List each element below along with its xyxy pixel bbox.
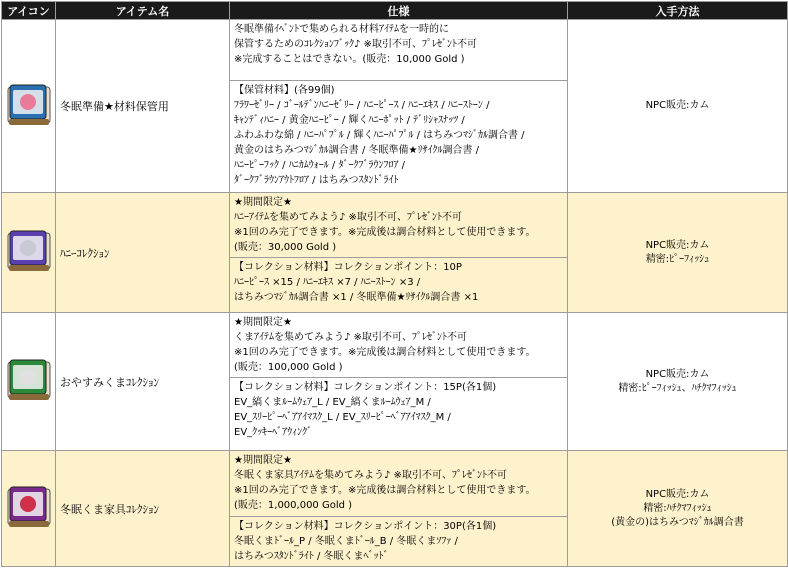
spec-line: 冬眠準備ｲﾍﾞﾝﾄで集められる材料ｱｲﾃﾑを一時的に [234,24,449,35]
spec-line: ※完成することはできない。(販売：10,000 Gold ) [234,54,465,65]
rose-storage-book-icon [5,81,53,129]
material-line: 【コレクション材料】コレクションポイント：15P(各1個) [234,382,497,393]
material-line: ﾀﾞｰｸﾌﾞﾗｳﾝｱｳﾄﾌﾛｱ / はちみつｽﾀﾝﾄﾞﾗｲﾄ [234,175,399,186]
spec-line: (販売：100,000 Gold ) [234,362,343,373]
header-spec: 仕様 [230,2,568,20]
material-line: ﾌﾗﾜｰｾﾞﾘｰ / ｺﾞｰﾙﾃﾞﾝﾊﾆｰｾﾞﾘｰ / ﾊﾆｰﾋﾟｰｽ / ﾊﾆｰｴｷｽ / ﾊﾆｰｽﾄｰﾝ / [234,100,490,111]
acquisition-method [568,20,788,193]
acquisition-method [568,193,788,313]
material-line: ふわふわな綿 / ﾊﾆｰﾊﾟﾌﾟﾙ / 輝くﾊﾆｰﾊﾟﾌﾟﾙ / はちみつﾏｼﾞｶﾙ調合書 / [234,130,525,141]
spec-materials [230,258,568,313]
item-name: 冬眠準備★材料保管用 [56,20,230,193]
material-line: 黄金のはちみつﾏｼﾞｶﾙ調合書 / 冬眠準備★ﾘｻｲｸﾙ調合書 / [234,145,480,156]
acquisition-line: NPC販売:カム [645,100,710,111]
honey-rings-book-icon [5,227,53,275]
acquisition-line: 精密:ﾋﾟｰﾌｨｯｼｭ [645,253,710,265]
material-line: ﾊﾆｰﾋﾟｰﾌｯｸ / ﾊﾆｶﾑｳｫｰﾙ / ﾀﾞｰｸﾌﾞﾗｳﾝﾌﾛｱ / [234,160,406,171]
acquisition-line: NPC販売:カム [645,488,710,500]
table-row [2,451,788,517]
spec-line: くまｱｲﾃﾑを集めてみよう♪ ※取引不可、ﾌﾟﾚｾﾞﾝﾄ不可 [234,332,467,343]
spec-line: ﾊﾆｰｱｲﾃﾑを集めてみよう♪ ※取引不可、ﾌﾟﾚｾﾞﾝﾄ不可 [234,212,462,223]
item-name: ﾊﾆｰｺﾚｸｼｮﾝ [56,193,230,313]
material-line: 【コレクション材料】コレクションポイント：10P [234,262,462,273]
spec-line: ※1回のみ完了できます。※完成後は調合材料として使用できます。 [234,485,536,496]
item-icon-cell [2,451,56,567]
spec-materials [230,378,568,451]
acquisition-line: NPC販売:カム [645,368,710,380]
table-row [2,20,788,81]
acquisition-line: 精密:ﾋﾟｰﾌｨｯｼｭ、ﾊﾁｸﾏﾌｨｯｼｭ [618,382,737,394]
spec-description [230,20,568,81]
spec-description [230,313,568,378]
acquisition-method [568,451,788,567]
item-name: おやすみくまｺﾚｸｼｮﾝ [56,313,230,451]
bear-figure-book-icon [5,356,53,404]
spec-line: ★期間限定★ [234,197,292,208]
table-row [2,313,788,378]
spec-line: (販売：1,000,000 Gold ) [234,500,353,511]
material-line: はちみつﾏｼﾞｶﾙ調合書 ×1 / 冬眠準備★ﾘｻｲｸﾙ調合書 ×1 [234,292,479,303]
header-item-name: アイテム名 [56,2,230,20]
item-name: 冬眠くま家具ｺﾚｸｼｮﾝ [56,451,230,567]
material-line: 【コレクション材料】コレクションポイント：30P(各1個) [234,521,497,532]
acquisition-line: 精密:ﾊﾁｸﾏﾌｨｯｼｭ [643,502,712,514]
spec-line: 冬眠くま家具ｱｲﾃﾑを集めてみよう♪ ※取引不可、ﾌﾟﾚｾﾞﾝﾄ不可 [234,470,507,481]
material-line: 【保管材料】(各99個) [234,85,335,96]
spec-description [230,193,568,258]
spec-line: (販売：30,000 Gold ) [234,242,337,253]
spec-line: ※1回のみ完了できます。※完成後は調合材料として使用できます。 [234,227,536,238]
material-line: 冬眠くまﾄﾞｰﾙ_P / 冬眠くまﾄﾞｰﾙ_B / 冬眠くまｿﾌｧ / [234,536,458,547]
material-line: ﾊﾆｰﾋﾟｰｽ ×15 / ﾊﾆｰｴｷｽ ×7 / ﾊﾆｰｽﾄｰﾝ ×3 / [234,277,421,288]
material-line: EV_ｽﾘｰﾋﾟｰﾍﾞｱｱｲﾏｽｸ_L / EV_ｽﾘｰﾋﾟｰﾍﾞｱｱｲﾏｽｸ_M / [234,412,451,423]
header-acquisition: 入手方法 [568,2,788,20]
table-row [2,193,788,258]
spec-line: ★期間限定★ [234,317,292,328]
material-line: はちみつｽﾀﾝﾄﾞﾗｲﾄ / 冬眠くまﾍﾞｯﾄﾞ [234,551,389,562]
item-icon-cell [2,193,56,313]
spec-description [230,451,568,517]
bear-furniture-book-icon [5,483,53,531]
spec-line: ★期間限定★ [234,455,292,466]
spec-line: 保管するためのｺﾚｸｼｮﾝﾌﾞｯｸ♪ ※取引不可、ﾌﾟﾚｾﾞﾝﾄ不可 [234,39,477,50]
header-icon: アイコン [2,2,56,20]
acquisition-method [568,313,788,451]
material-line: EV_縞くまﾙｰﾑｳｪｱ_L / EV_縞くまﾙｰﾑｳｪｱ_M / [234,397,431,408]
spec-line: ※1回のみ完了できます。※完成後は調合材料として使用できます。 [234,347,536,358]
spec-materials [230,81,568,193]
collection-table [1,1,788,567]
item-icon-cell [2,313,56,451]
spec-materials [230,517,568,567]
table-header-row [2,2,788,20]
acquisition-line: (黄金の)はちみつﾏｼﾞｶﾙ調合書 [611,516,744,528]
acquisition-line: NPC販売:カム [645,239,710,251]
item-icon-cell [2,20,56,193]
material-line: EV_ｸｯｷｰﾍﾞｱｳｨﾝｸﾞ [234,427,313,438]
material-line: ｷｬﾝﾃﾞｨﾊﾆｰ / 黄金ﾊﾆｰﾋﾟｰ / 輝くﾊﾆｰﾎﾟｯﾄ / ﾃﾞﾘｼｬｽﾅｯﾂ / [234,115,465,126]
